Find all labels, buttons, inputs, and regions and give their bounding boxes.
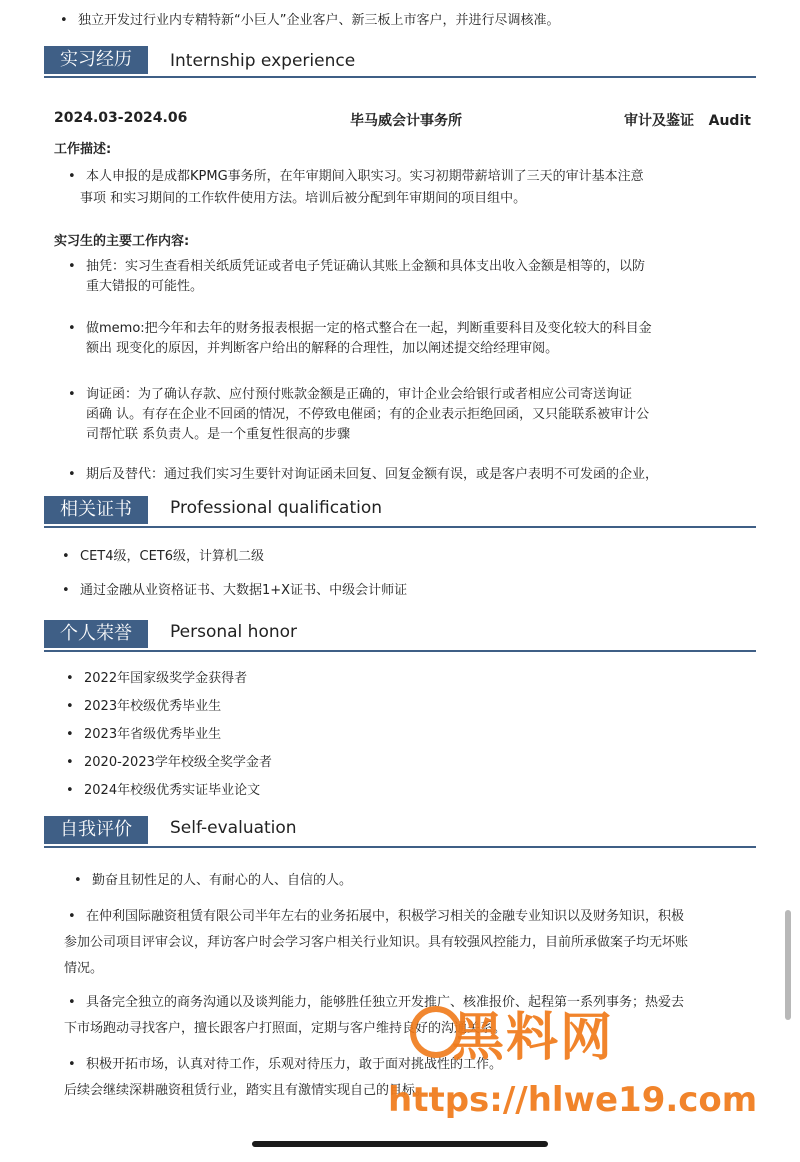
internship-role: 审计及鉴证 Audit (624, 113, 751, 129)
list-item-continued: 后续会继续深耕融资租赁行业，踏实且有激情实现自己的目标。 (64, 1083, 429, 1098)
list-item-continued: 重大错报的可能性。 (86, 279, 204, 294)
list-item: • 做memo:把今年和去年的财务报表根据一定的格式整合在一起，判断重要科目及变化较大的科目金 (68, 321, 652, 336)
list-item-continued: 司帮忙联 系负责人。是一个重复性很高的步骤 (86, 427, 351, 442)
list-item: • 2023年校级优秀毕业生 (66, 699, 222, 714)
list-item-continued: 事项 和实习期间的工作软件使用方法。培训后被分配到年审期间的项目组中。 (80, 191, 527, 206)
list-item: • 本人申报的是成都KPMG事务所，在年审期间入职实习。实习初期带薪培训了三天的审计基本注意 (68, 169, 644, 184)
list-item-continued: 情况。 (64, 961, 104, 976)
home-indicator[interactable] (252, 1141, 548, 1147)
list-item: • 2023年省级优秀毕业生 (66, 727, 222, 742)
list-item-text: 独立开发过行业内专精特新“小巨人”企业客户、新三板上市客户，并进行尽调核准。 (78, 13, 560, 28)
watermark-url: https://hlwe19.com (388, 1080, 758, 1120)
list-item: • 独立开发过行业内专精特新“小巨人”企业客户、新三板上市客户，并进行尽调核准。 (60, 13, 560, 28)
section-divider (44, 846, 756, 848)
internship-period: 2024.03-2024.06 (54, 110, 188, 126)
list-item: • 积极开拓市场，认真对待工作，乐观对待压力，敢于面对挑战性的工作。 (68, 1057, 503, 1072)
tasks-label: 实习生的主要工作内容: (54, 234, 190, 249)
section-divider (44, 526, 756, 528)
list-item: • 期后及替代：通过我们实习生要针对询证函未回复、回复金额有误，或是客户表明不可发函的企业， (68, 467, 659, 482)
watermark-text: 黑料网 (452, 1008, 615, 1068)
section-title-cn: 相关证书 (44, 496, 148, 524)
list-item: • 2020-2023学年校级全奖学金者 (66, 755, 272, 770)
list-item: • 2024年校级优秀实证毕业论文 (66, 783, 261, 798)
scrollbar[interactable] (785, 910, 791, 1020)
list-item-continued: 额出 现变化的原因，并判断客户给出的解释的合理性，加以阐述提交给经理审阅。 (86, 341, 559, 356)
list-item-continued: 参加公司项目评审会议，拜访客户时会学习客户相关行业知识。具有较强风控能力，目前所承做案子均无坏账 (64, 935, 689, 950)
section-header-honors (44, 620, 756, 652)
list-item: • 询证函：为了确认存款、应付预付账款金额是正确的，审计企业会给银行或者相应公司寄送询证 (68, 387, 633, 402)
desc-label: 工作描述: (54, 142, 112, 157)
list-item-continued: 下市场跑动寻找客户，擅长跟客户打照面，定期与客户维持良好的沟通关系。 (64, 1021, 507, 1036)
section-title-en: Self-evaluation (170, 818, 297, 838)
section-header-self (44, 816, 756, 848)
list-item: • 2022年国家级奖学金获得者 (66, 671, 248, 686)
section-title-en: Internship experience (170, 51, 356, 71)
section-divider (44, 76, 756, 78)
section-title-en: Personal honor (170, 622, 298, 642)
section-divider (44, 650, 756, 652)
list-item: • CET4级，CET6级，计算机二级 (62, 549, 265, 564)
list-item: • 通过金融从业资格证书、大数据1+X证书、中级会计师证 (62, 583, 408, 598)
section-title-cn: 实习经历 (44, 46, 148, 74)
list-item: • 具备完全独立的商务沟通以及谈判能力，能够胜任独立开发推广、核准报价、起程第一系列事务；热爱去 (68, 995, 685, 1010)
section-title-en: Professional qualification (170, 498, 383, 518)
section-header-internship (44, 46, 756, 78)
list-item: • 抽凭：实习生查看相关纸质凭证或者电子凭证确认其账上金额和具体支出收入金额是相等的，以防 (68, 259, 646, 274)
list-item: • 在仲利国际融资租赁有限公司半年左右的业务拓展中，积极学习相关的金融专业知识以及财务知识，积极 (68, 909, 685, 924)
internship-company: 毕马威会计事务所 (350, 113, 462, 129)
list-item-continued: 函确 认。有存在企业不回函的情况，不停致电催函；有的企业表示拒绝回函，又只能联系被审计公 (86, 407, 650, 422)
list-item: • 勤奋且韧性足的人、有耐心的人、自信的人。 (74, 873, 353, 888)
section-title-cn: 个人荣誉 (44, 620, 148, 648)
section-header-certs (44, 496, 756, 528)
section-title-cn: 自我评价 (44, 816, 148, 844)
